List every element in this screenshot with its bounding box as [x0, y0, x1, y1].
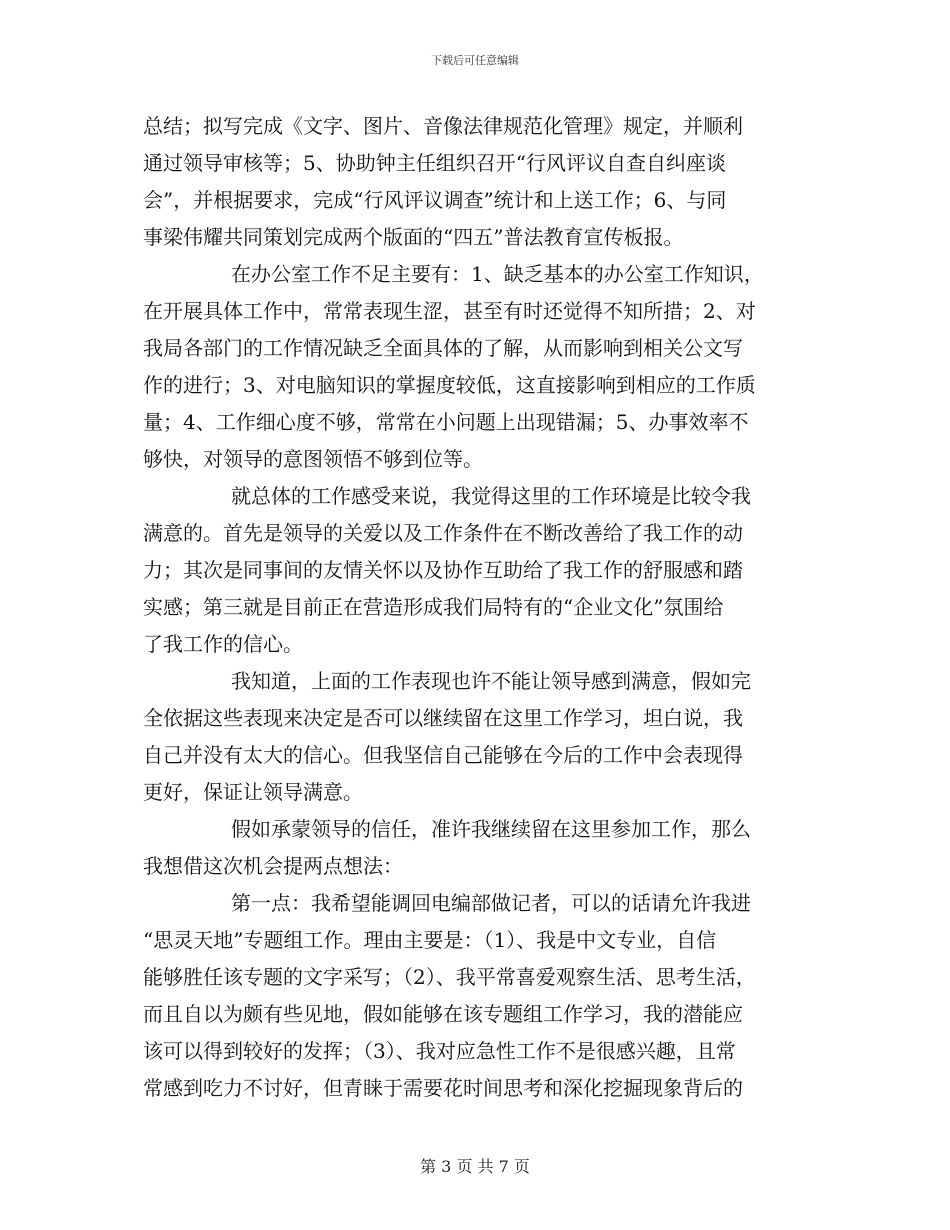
paragraph	[143, 256, 823, 478]
page-header: 下载后可任意编辑	[431, 54, 519, 67]
text-line: 该可以得到较好的发挥；（3）、我对应急性工作不是很感兴趣，且常	[143, 1039, 736, 1063]
text-line: 我想借这次机会提两点想法：	[143, 854, 403, 878]
paragraph	[143, 478, 823, 663]
text-line: 而且自以为颇有些见地，假如能够在该专题组工作学习，我的潜能应	[143, 1002, 743, 1026]
text-line: 自己并没有太大的信心。但我坚信自己能够在今后的工作中会表现得	[143, 743, 743, 767]
text-line: 我局各部门的工作情况缺乏全面具体的了解，从而影响到相关公文写	[143, 336, 743, 360]
text-line: 更好，保证让领导满意。	[143, 780, 363, 804]
text-line: 我知道，上面的工作表现也许不能让领导感到满意，假如完	[231, 669, 751, 693]
document-body	[143, 108, 823, 1107]
text-line: 满意的。首先是领导的关爱以及工作条件在不断改善给了我工作的动	[143, 521, 743, 545]
text-line: 够快，对领导的意图领悟不够到位等。	[143, 447, 483, 471]
text-line: 会”，并根据要求，完成“行风评议调查”统计和上送工作；6、与同	[143, 188, 727, 212]
text-line: 通过领导审核等；5、协助钟主任组织召开“行风评议自查自纠座谈	[143, 151, 726, 175]
text-line: “思灵天地”专题组工作。理由主要是：（1）、我是中文专业，自信	[143, 928, 717, 952]
text-line: 实感；第三就是目前正在营造形成我们局特有的“企业文化”氛围给	[143, 595, 724, 619]
paragraph	[143, 885, 823, 1107]
text-line: 事梁伟耀共同策划完成两个版面的“四五”普法教育宣传板报。	[143, 225, 684, 249]
text-line: 力；其次是同事间的友情关怀以及协作互助给了我工作的舒服感和踏	[143, 558, 743, 582]
page-footer: 第 3 页 共 7 页	[420, 1157, 530, 1176]
paragraph	[143, 811, 823, 885]
text-line: 在开展具体工作中，常常表现生涩，甚至有时还觉得不知所措；2、对	[143, 299, 756, 323]
text-line: 作的进行；3、对电脑知识的掌握度较低，这直接影响到相应的工作质	[143, 373, 756, 397]
text-line: 常感到吃力不讨好，但青睐于需要花时间思考和深化挖掘现象背后的	[143, 1076, 743, 1100]
text-line: 在办公室工作不足主要有：1、缺乏基本的办公室工作知识，	[231, 262, 764, 286]
text-line: 能够胜任该专题的文字采写；（2）、我平常喜爱观察生活、思考生活，	[143, 965, 756, 989]
paragraph	[143, 108, 823, 256]
text-line: 全依据这些表现来决定是否可以继续留在这里工作学习，坦白说，我	[143, 706, 743, 730]
paragraph	[143, 663, 823, 811]
text-line: 总结；拟写完成《文字、图片、音像法律规范化管理》规定，并顺利	[143, 114, 743, 138]
text-line: 第一点：我希望能调回电编部做记者，可以的话请允许我进	[231, 891, 751, 915]
text-line: 量；4、工作细心度不够，常常在小问题上出现错漏；5、办事效率不	[143, 410, 749, 434]
text-line: 假如承蒙领导的信任，准许我继续留在这里参加工作，那么	[231, 817, 751, 841]
text-line: 了我工作的信心。	[143, 632, 303, 656]
text-line: 就总体的工作感受来说，我觉得这里的工作环境是比较令我	[231, 484, 751, 508]
